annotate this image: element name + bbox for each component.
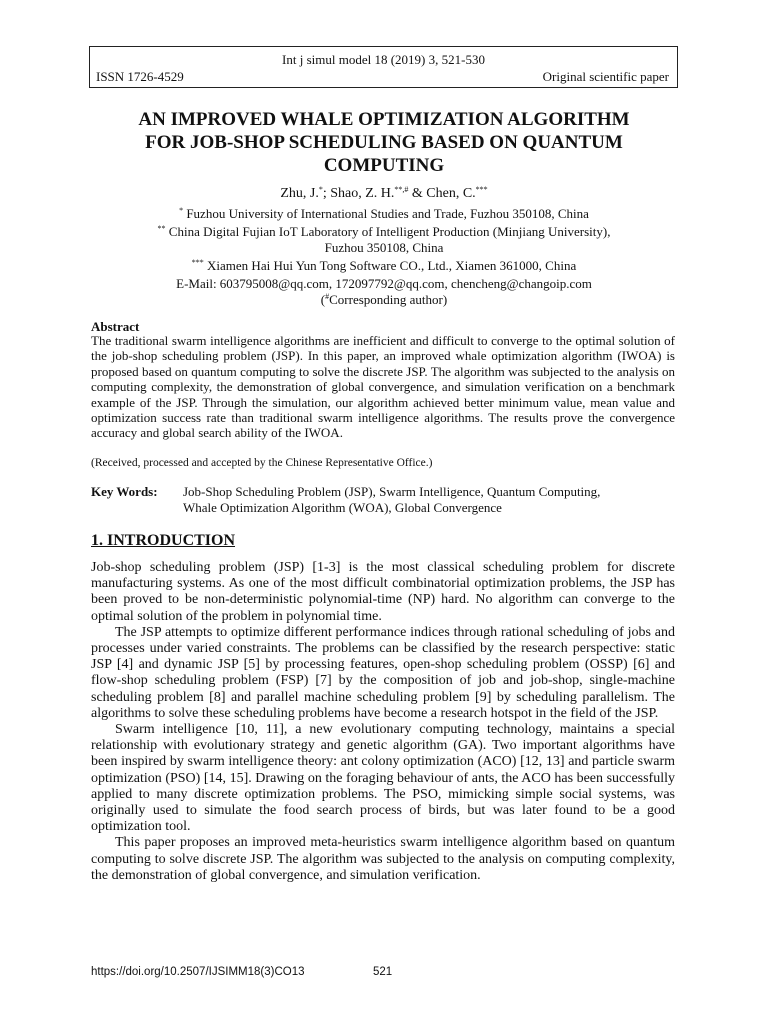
author-affil-mark: * [318,185,323,194]
author-affil-mark: **,# [394,185,409,194]
corresponding-note [80,292,688,308]
title-line: COMPUTING [323,155,445,176]
affil-mark: ** [157,224,166,233]
doi-link[interactable]: https://doi.org/10.2507/IJSIMM18(3)CO13 [91,966,305,978]
received-note: (Received, processed and accepted by the Chinese Representative Office.) [91,457,433,469]
paragraph: The JSP attempts to optimize different performance indices through rational scheduling of jobs and processes under varied constraints. The problems can be classified by the research perspective: static JSP [4] and dynamic JSP [5] by processing features, open-shop scheduling problem (OSSP) [6] and flow-shop scheduling problem (FSP) [7] by the composition of job and job-shop, single-machine scheduling problem [8] and parallel machine scheduling problem [9] by scheduling parallelism. The algorithms to solve these scheduling problems have become a research hotspot in the field of the JSP. [91,624,675,721]
keywords-text [183,484,683,515]
journal-citation: Int j simul model 18 (2019) 3, 521-530 [282,52,485,67]
affiliation-2 [80,224,688,240]
author-list [0,185,768,203]
author-name: Shao, Z. H. [330,186,395,201]
title-line: AN IMPROVED WHALE OPTIMIZATION ALGORITHM [138,109,630,130]
title-line: FOR JOB-SHOP SCHEDULING BASED ON QUANTUM [145,132,623,153]
affil-text: Xiamen Hai Hui Yun Tong Software CO., Ltd., Xiamen 361000, China [203,258,577,273]
keywords-label: Key Words: [91,484,158,499]
author-name: Chen, C. [426,186,476,201]
author-affil-mark: *** [475,185,488,194]
affiliation-1 [80,206,688,222]
issn: ISSN 1726-4529 [96,69,184,84]
journal-header-box [89,46,678,88]
affil-text: China Digital Fujian IoT Laboratory of Intelligent Production (Minjiang University), [165,224,611,239]
abstract-heading: Abstract [91,319,140,334]
page-number: 521 [373,966,393,978]
author-name: Zhu, J. [280,186,319,201]
affiliation-2-cont: Fuzhou 350108, China [324,240,444,255]
affil-mark: *** [191,258,204,267]
paper-type: Original scientific paper [542,69,669,84]
section-heading: 1. INTRODUCTION [91,532,236,549]
keywords-line: Whale Optimization Algorithm (WOA), Global Convergence [183,499,502,515]
paragraph: This paper proposes an improved meta-heuristics swarm intelligence algorithm based on quantum computing to solve discrete JSP. The algorithm was subjected to the analysis on computing complexity, the demonstration of global convergence, and simulation verification. [91,835,675,883]
paragraph: Swarm intelligence [10, 11], a new evolutionary computing technology, maintains a special relationship with evolutionary strategy and genetic algorithm (GA). Two important algorithms have been inspired by swarm intelligence theory: ant colony optimization (ACO) [12, 13] and particle swarm optimization (PSO) [14, 15]. Drawing on the foraging behaviour of ants, the ACO has been successfully applied to many discrete optimization problems. The PSO, mimicking simple social systems, was originally used to simulate the food search process of birds, but was later found to be a good optimization tool. [91,722,675,835]
introduction-body [91,560,675,884]
corr-text: Corresponding author) [329,292,448,307]
author-separator: ; [322,186,331,201]
affiliation-3 [80,258,688,274]
keywords-line: Job-Shop Scheduling Problem (JSP), Swarm Intelligence, Quantum Computing, [183,484,601,499]
author-separator: & [408,186,427,201]
affil-text: Fuzhou University of International Studies and Trade, Fuzhou 350108, China [183,206,589,221]
abstract-body: The traditional swarm intelligence algorithms are inefficient and difficult to converge to the optimal solution of the job-shop scheduling problem (JSP). In this paper, an improved whale optimization algorithm (IWOA) is proposed based on quantum computing to solve the discrete JSP. The algorithm was subjected to the analysis on computing complexity, the demonstration of global convergence, and simulation verification on a benchmark example of the JSP. Through the simulation, our algorithm achieved better minimum value, mean value and optimization success rate than traditional swarm intelligence algorithms. The results prove the convergence accuracy and global search ability of the IWOA. [91,333,675,441]
corr-mark: # [325,292,330,301]
paragraph: Job-shop scheduling problem (JSP) [1-3] is the most classical scheduling problem for discrete manufacturing systems. As one of the most difficult combinatorial optimization problems, the JSP has been proved to be non-deterministic polynomial-time (NP) hard. No algorithm can converge to the optimal solution of the problem in polynomial time. [91,560,675,624]
paper-title [60,108,708,177]
email-line: E-Mail: 603795008@qq.com, 172097792@qq.com, chencheng@changoip.com [176,276,592,291]
corr-paren: ( [320,292,326,307]
affil-mark: * [179,206,184,215]
